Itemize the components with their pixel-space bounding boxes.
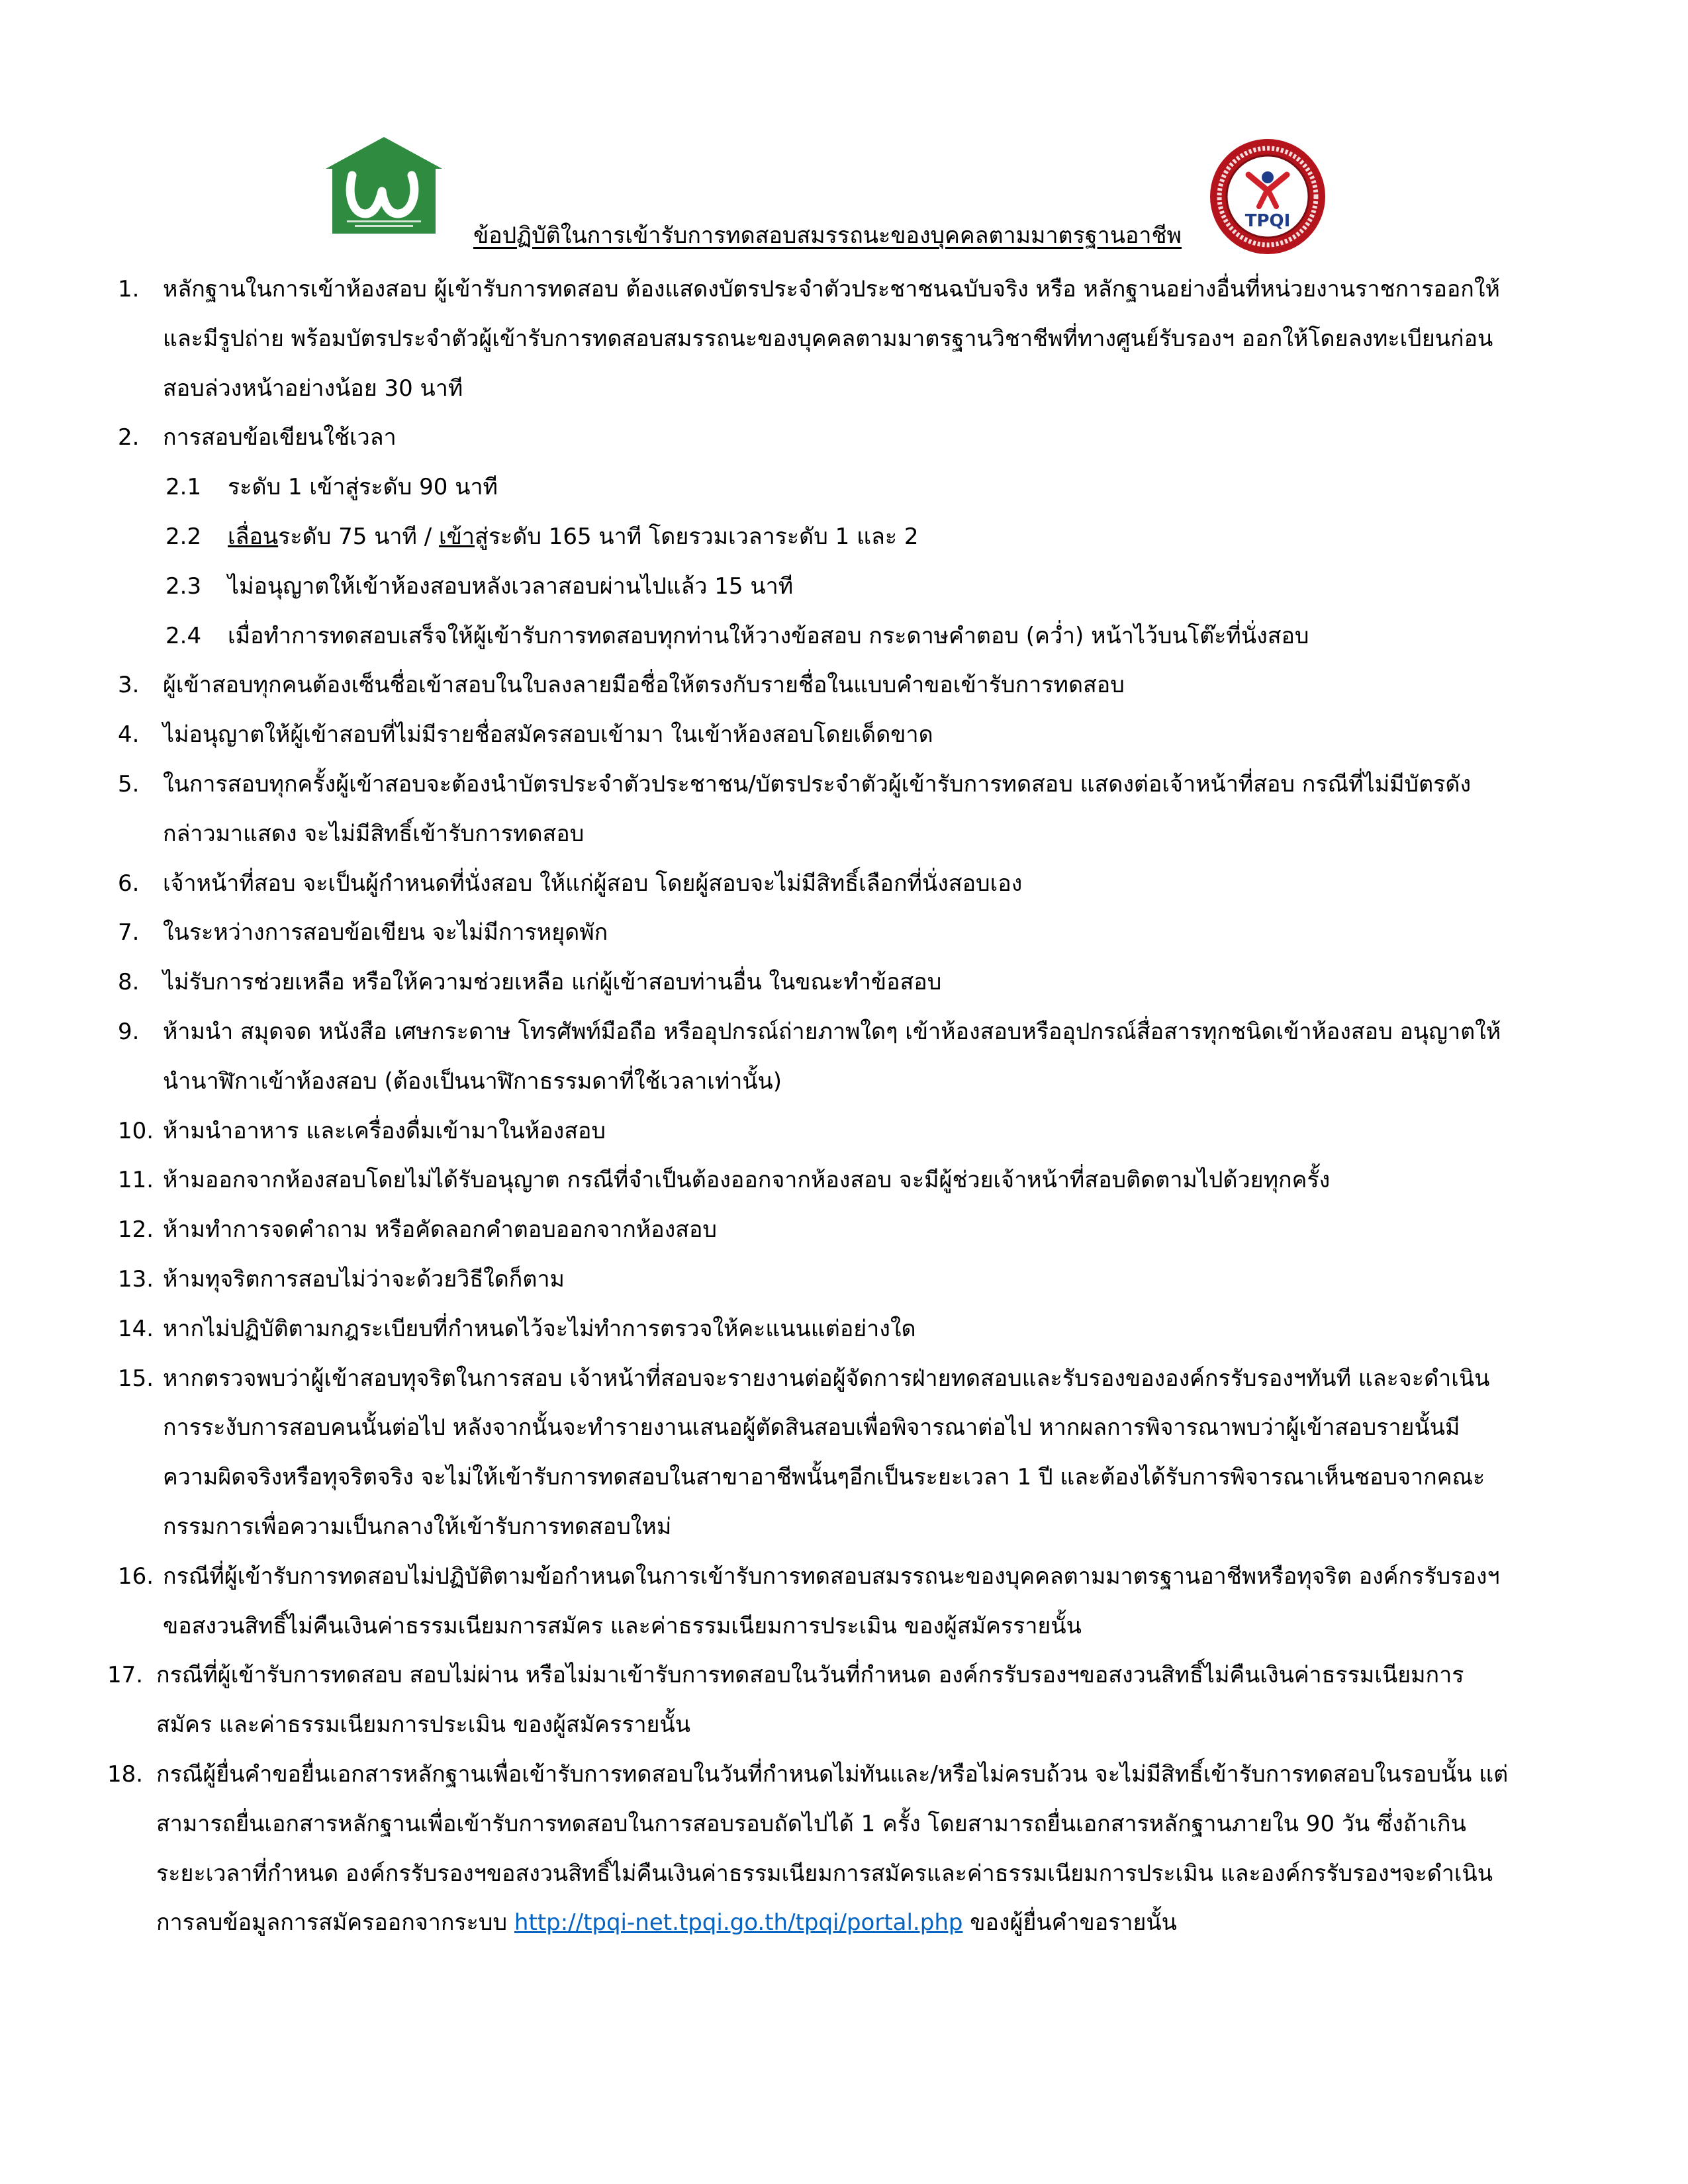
sub-rule-item — [118, 463, 1515, 512]
title-container — [0, 221, 1655, 250]
rule-text: การสอบข้อเขียนใช้เวลา — [163, 424, 397, 451]
underlined-text: เลื่อน — [228, 523, 279, 550]
green-house-logo — [324, 136, 444, 235]
rule-text-after-link: ของผู้ยื่นคำขอรายนั้น — [970, 1909, 1177, 1936]
rule-item — [107, 1651, 1515, 1750]
rule-item — [118, 265, 1515, 413]
rule-text: ห้ามนำ สมุดจด หนังสือ เศษกระดาษ โทรศัพท์มือถือ หรืออุปกรณ์ถ่ายภาพใดๆ เข้าห้องสอบหรืออุปกรณ์สื่อสารทุกชนิดเข้าห้องสอบ อนุญาตให้นำนาฬิกาเข้าห้องสอบ (ต้องเป็นนาฬิกาธรรมดาที่ใช้เวลาเท่านั้น) — [163, 1018, 1501, 1095]
rule-text: กรณีที่ผู้เข้ารับการทดสอบ สอบไม่ผ่าน หรือไม่มาเข้ารับการทดสอบในวันที่กำหนด องค์กรรับรองฯขอสงวนสิทธิ์ไม่คืนเงินค่าธรรมเนียมการสมัคร และค่าธรรมเนียมการประเมิน ของผู้สมัครรายนั้น — [156, 1662, 1464, 1739]
sub-rule-item — [118, 612, 1515, 661]
seal-text: TPQI — [1244, 211, 1291, 231]
rule-number: 3. — [118, 672, 140, 699]
rule-number: 9. — [118, 1018, 140, 1045]
rule-number: 7. — [118, 919, 140, 946]
rule-number: 12. — [118, 1216, 154, 1244]
rule-number: 11. — [118, 1167, 154, 1194]
rule-text: หลักฐานในการเข้าห้องสอบ ผู้เข้ารับการทดสอบ ต้องแสดงบัตรประจำตัวประชาชนฉบับจริง หรือ หลักฐานอย่างอื่นที่หน่วยงานราชการออกให้และมีรูปถ่าย พร้อมบัตรประจำตัวผู้เข้ารับการทดสอบสมรรถนะของบุคคลตามมาตรฐานวิชาชีพที่ทางศูนย์รับรองฯ ออกให้โดยลงทะเบียนก่อนสอบล่วงหน้าอย่างน้อย 30 นาที — [163, 276, 1500, 402]
rule-text: ห้ามนำอาหาร และเครื่องดื่มเข้ามาในห้องสอบ — [163, 1117, 606, 1144]
rule-text: ห้ามออกจากห้องสอบโดยไม่ได้รับอนุญาต กรณีที่จำเป็นต้องออกจากห้องสอบ จะมีผู้ช่วยเจ้าหน้าที่สอบติดตามไปด้วยทุกครั้ง — [163, 1167, 1331, 1194]
sub-rule-number: 2.1 — [165, 474, 202, 501]
rule-text: ในระหว่างการสอบข้อเขียน จะไม่มีการหยุดพัก — [163, 919, 608, 946]
rule-text: ไม่อนุญาตให้ผู้เข้าสอบที่ไม่มีรายชื่อสมัครสอบเข้ามา ในเข้าห้องสอบโดยเด็ดขาด — [163, 721, 933, 749]
rule-text: ผู้เข้าสอบทุกคนต้องเซ็นชื่อเข้าสอบในใบลงลายมือชื่อให้ตรงกับรายชื่อในแบบคำขอเข้ารับการทดสอบ — [163, 672, 1125, 699]
sub-rule-number: 2.2 — [165, 523, 202, 550]
rule-item — [118, 908, 1515, 958]
rule-text: หากไม่ปฏิบัติตามกฎระเบียบที่กำหนดไว้จะไม่ทำการตรวจให้คะแนนแต่อย่างใด — [163, 1315, 916, 1342]
rule-item — [118, 1552, 1515, 1651]
rule-number: 4. — [118, 721, 140, 749]
rule-text: ไม่รับการช่วยเหลือ หรือให้ความช่วยเหลือ แก่ผู้เข้าสอบท่านอื่น ในขณะทำข้อสอบ — [163, 969, 942, 996]
rule-text — [156, 1750, 1515, 1948]
rule-text: ห้ามทำการจดคำถาม หรือคัดลอกคำตอบออกจากห้องสอบ — [163, 1216, 717, 1244]
rule-number: 10. — [118, 1117, 154, 1144]
underlined-text: เข้า — [439, 523, 475, 550]
rule-item — [118, 760, 1515, 859]
sub-rule-number: 2.4 — [165, 622, 202, 649]
rule-item — [118, 859, 1515, 909]
rule-item — [107, 1750, 1515, 1948]
rule-item — [118, 1354, 1515, 1552]
rule-item — [118, 710, 1515, 760]
rule-text: หากตรวจพบว่าผู้เข้าสอบทุจริตในการสอบ เจ้าหน้าที่สอบจะรายงานต่อผู้จัดการฝ่ายทดสอบและรับรองขององค์กรรับรองฯทันที และจะดำเนินการระงับการสอบคนนั้นต่อไป หลังจากนั้นจะทำรายงานเสนอผู้ตัดสินสอบเพื่อพิจารณาต่อไป หากผลการพิจารณาพบว่าผู้เข้าสอบรายนั้นมีความผิดจริงหรือทุจริตจริง จะไม่ให้เข้ารับการทดสอบในสาขาอาชีพนั้นๆอีกเป็นระยะเวลา 1 ปี และต้องได้รับการพิจารณาเห็นชอบจากคณะกรรมการเพื่อความเป็นกลางให้เข้ารับการทดสอบใหม่ — [163, 1365, 1490, 1540]
rule-text: เจ้าหน้าที่สอบ จะเป็นผู้กำหนดที่นั่งสอบ ให้แก่ผู้สอบ โดยผู้สอบจะไม่มีสิทธิ์เลือกที่นั่งสอบเอง — [163, 870, 1023, 897]
rule-number: 17. — [107, 1662, 144, 1689]
rule-text: กรณีที่ผู้เข้ารับการทดสอบไม่ปฏิบัติตามข้อกำหนดในการเข้ารับการทดสอบสมรรถนะของบุคคลตามมาตรฐานอาชีพหรือทุจริต องค์กรรับรองฯ ขอสงวนสิทธิ์ไม่คืนเงินค่าธรรมเนียมการสมัคร และค่าธรรมเนียมการประเมิน ของผู้สมัครรายนั้น — [163, 1563, 1500, 1639]
rule-number: 5. — [118, 770, 140, 797]
sub-rule-item — [118, 512, 1515, 562]
sub-rule-number: 2.3 — [165, 572, 202, 600]
rule-item — [118, 413, 1515, 463]
rule-item — [118, 1205, 1515, 1255]
rule-number: 18. — [107, 1760, 144, 1788]
rule-number: 15. — [118, 1365, 154, 1392]
rule-item — [118, 1107, 1515, 1156]
rule-item — [118, 1156, 1515, 1205]
plain-text: ระดับ 75 นาที / — [278, 523, 440, 550]
sub-rule-text: ระดับ 1 เข้าสู่ระดับ 90 นาที — [228, 474, 498, 501]
portal-link[interactable]: http://tpqi-net.tpqi.go.th/tpqi/portal.php — [514, 1909, 963, 1936]
rule-text: ในการสอบทุกครั้งผู้เข้าสอบจะต้องนำบัตรประจำตัวประชาชน/บัตรประจำตัวผู้เข้ารับการทดสอบ แสดงต่อเจ้าหน้าที่สอบ กรณีที่ไม่มีบัตรดังกล่าวมาแสดง จะไม่มีสิทธิ์เข้ารับการทดสอบ — [163, 770, 1472, 847]
rule-number: 1. — [118, 276, 140, 302]
rule-number: 13. — [118, 1265, 154, 1293]
rules-list — [107, 265, 1515, 1948]
rule-number: 8. — [118, 969, 140, 996]
sub-rule-text: เมื่อทำการทดสอบเสร็จให้ผู้เข้ารับการทดสอบทุกท่านให้วางข้อสอบ กระดาษคำตอบ (คว่ำ) หน้าไว้บนโต๊ะที่นั่งสอบ — [228, 622, 1309, 649]
sub-rule-text: ไม่อนุญาตให้เข้าห้องสอบหลังเวลาสอบผ่านไปแล้ว 15 นาที — [228, 572, 794, 600]
rule-number: 16. — [118, 1563, 154, 1590]
rule-item — [118, 958, 1515, 1007]
rule-text-before-link: กรณีผู้ยื่นคำขอยื่นเอกสารหลักฐานเพื่อเข้ารับการทดสอบในวันที่กำหนดไม่ทันและ/หรือไม่ครบถ้วน จะไม่มีสิทธิ์เข้ารับการทดสอบในรอบนั้น แต่สามารถยื่นเอกสารหลักฐานเพื่อเข้ารับการทดสอบในการสอบรอบถัดไปได้ 1 ครั้ง โดยสามารถยื่นเอกสารหลักฐานภายใน 90 วัน ซึ่งถ้าเกินระยะเวลาที่กำหนด องค์กรรับรองฯขอสงวนสิทธิ์ไม่คืนเงินค่าธรรมเนียมการสมัครและค่าธรรมเนียมการประเมิน และองค์กรรับรองฯจะดำเนินการลบข้อมูลการสมัครออกจากระบบ — [156, 1760, 1509, 1936]
document-title: ข้อปฏิบัติในการเข้ารับการทดสอบสมรรถนะของบุคคลตามมาตรฐานอาชีพ — [473, 222, 1182, 249]
rule-item — [118, 1304, 1515, 1354]
rule-number: 2. — [118, 424, 140, 451]
rule-item — [118, 1255, 1515, 1304]
sub-rule-item — [118, 562, 1515, 612]
rule-text: ห้ามทุจริตการสอบไม่ว่าจะด้วยวิธีใดก็ตาม — [163, 1265, 565, 1293]
rule-number: 6. — [118, 870, 140, 897]
plain-text: สู่ระดับ 165 นาที โดยรวมเวลาระดับ 1 และ 2 — [474, 523, 919, 550]
rule-item — [118, 1007, 1515, 1107]
rule-item — [118, 660, 1515, 710]
sub-rule-text — [228, 512, 1515, 562]
rule-number: 14. — [118, 1315, 154, 1342]
